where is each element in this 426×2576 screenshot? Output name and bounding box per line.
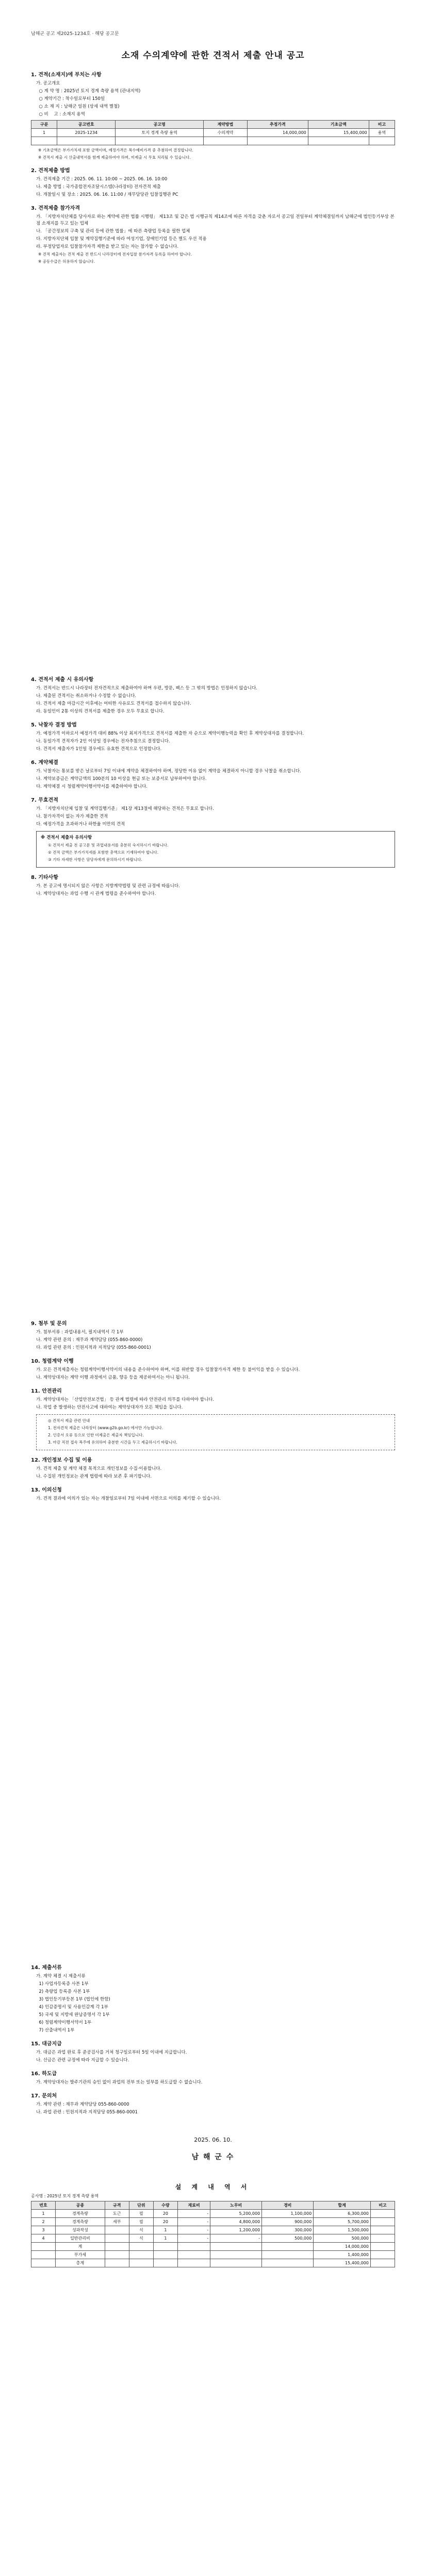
list-item: 다. 견적서 제출자가 1인일 경우에도 유효한 견적으로 인정합니다.: [36, 747, 162, 752]
table-cell: [262, 2259, 314, 2267]
section-6-heading: 6. 계약체결: [31, 760, 58, 766]
table-row: [31, 2218, 395, 2226]
section-11-list: [31, 1397, 395, 1411]
notice-date: 2025. 06. 10.: [194, 2137, 232, 2143]
table-cell: [370, 2234, 395, 2243]
table-cell: 5,200,000: [210, 2210, 262, 2218]
list-item: 2. 인증서 오류 등으로 인한 미제출은 제출자 책임입니다.: [48, 1433, 144, 1437]
list-item: 나. 참가자격이 없는 자가 제출한 견적: [36, 814, 108, 819]
table-cell: 14,000,000: [247, 129, 308, 137]
notice-title: 소재 수의계약에 관한 견적서 제출 안내 공고: [121, 50, 305, 61]
notice-box-lines: [41, 842, 390, 863]
list-item: 나. 제출된 견적서는 취소하거나 수정할 수 없습니다.: [36, 693, 137, 699]
column-header: 단위: [129, 2201, 153, 2210]
column-header: 구분: [31, 121, 57, 129]
section-13-heading: 13. 이의신청: [31, 1487, 62, 1493]
section-16-list: [31, 2079, 395, 2086]
table-cell: [210, 2251, 262, 2259]
contract-summary-table: [31, 120, 395, 145]
list-item: 나. 동일가격 견적자가 2인 이상일 경우에는 전자추첨으로 결정합니다.: [36, 739, 170, 744]
table-cell: 도근: [105, 2210, 129, 2218]
table-row: [31, 2259, 395, 2267]
table-header-row: [31, 121, 395, 129]
section-3-notes: [31, 251, 395, 265]
table-cell: [262, 2243, 314, 2251]
section-10-list: [31, 1367, 395, 1381]
table-cell: 경계측량: [56, 2210, 105, 2218]
section-11-heading: 11. 안전관리: [31, 1388, 62, 1394]
table-cell: 3: [31, 2226, 56, 2234]
section-13-list: [31, 1496, 395, 1502]
table-cell: [204, 137, 248, 145]
section-3-list: [31, 214, 395, 250]
table-cell: [129, 2243, 153, 2251]
list-item: 2) 측량업 등록증 사본 1부: [36, 1989, 90, 1994]
table-cell: [153, 2259, 177, 2267]
list-item: 나. 과업 관련 : 민원지적과 지적담당 055-860-0001: [36, 2110, 138, 2115]
table-cell: 4: [31, 2234, 56, 2243]
list-item: 1) 사업자등록증 사본 1부: [36, 1981, 89, 1987]
list-item: 가. 견적제출 기간 : 2025. 06. 11. 10:00 ~ 2025. 06. 16. 10:00: [36, 177, 168, 182]
list-item: 가. 대금은 과업 완료 후 준공검사를 거쳐 청구일로부터 5일 이내에 지급합니다.: [36, 2050, 187, 2055]
notice-box-title: ※ 견적서 제출자 유의사항: [41, 835, 92, 840]
table-cell: [177, 2259, 210, 2267]
list-item: ○ 계약기간 : 착수일로부터 150일: [36, 96, 105, 101]
table-cell: 수의계약: [204, 129, 248, 137]
list-item: 가. 견적 제출 및 계약 체결 목적으로 개인정보를 수집·이용합니다.: [36, 1466, 162, 1471]
section-8-list: [31, 883, 395, 897]
list-item: ② 견적 금액은 부가가치세를 포함한 총액으로 기재하여야 합니다.: [48, 850, 159, 855]
page-4: [31, 1937, 395, 2504]
section-14-heading: 14. 제출서류: [31, 1965, 62, 1971]
section-4-list: [31, 685, 395, 715]
column-header: 번호: [31, 2201, 56, 2210]
table-cell: [308, 137, 369, 145]
page-3: [31, 1288, 395, 1901]
section-8-heading: 8. 기타사항: [31, 875, 58, 880]
section-7-list: [31, 806, 395, 828]
table-cell: -: [177, 2210, 210, 2218]
list-item: 다. 계약체결 시 청렴계약이행서약서를 제출하여야 합니다.: [36, 784, 148, 789]
column-header: 추정가격: [247, 121, 308, 129]
table-cell: 1,500,000: [314, 2226, 371, 2234]
section-12-heading: 12. 개인정보 수집 및 이용: [31, 1458, 92, 1463]
list-item: 가. 견적 결과에 이의가 있는 자는 개찰일로부터 7일 이내에 서면으로 이의를 제기할 수 있습니다.: [36, 1496, 221, 1501]
section-6-list: [31, 768, 395, 790]
table-cell: 식: [129, 2234, 153, 2243]
list-item: 다. 개찰일시 및 장소 : 2025. 06. 16. 11:00 / 재무담당관 입찰집행관 PC: [36, 192, 178, 197]
list-item: 가. 견적서는 반드시 나라장터 전자견적으로 제출하여야 하며 우편, 방문, 팩스 등 그 밖의 방법은 인정하지 않습니다.: [36, 686, 258, 691]
section-1-notes: [31, 147, 395, 161]
section-9-list: [31, 1329, 395, 1351]
table-cell: 1: [153, 2234, 177, 2243]
table-cell: 용역: [369, 129, 395, 137]
table-cell: [116, 137, 204, 145]
table-cell: [105, 2226, 129, 2234]
issuer-signature: 남 해 군 수: [191, 2153, 235, 2161]
table-cell: 500,000: [262, 2234, 314, 2243]
list-item: ◎ 견적서 제출 관련 안내: [48, 1418, 90, 1423]
list-item: 가. 낙찰자는 통보를 받은 날로부터 7일 이내에 계약을 체결하여야 하며, 정당한 이유 없이 계약을 체결하지 아니할 경우 낙찰을 취소합니다.: [36, 769, 301, 774]
list-item: ○ 계 약 명 : 2025년 토지 경계 측량 용역 (관내지역): [36, 89, 141, 94]
table-cell: [370, 2251, 395, 2259]
list-item: 나. 계약상대자는 계약 이행 과정에서 금품, 향응 등을 제공하여서는 아니 됩니다.: [36, 1375, 190, 1380]
column-header: 비고: [369, 121, 395, 129]
table-cell: [31, 2243, 56, 2251]
list-item: 가. 본 공고에 명시되지 않은 사항은 지방계약법령 및 관련 규정에 따릅니다.: [36, 884, 180, 889]
table-cell: -: [177, 2226, 210, 2234]
section-10-heading: 10. 청렴계약 이행: [31, 1359, 74, 1364]
table-cell: 2: [31, 2218, 56, 2226]
doc-header: 남해군 공고 제2025-1234호 · 해당 공고문: [31, 31, 119, 37]
notice-box: [36, 831, 395, 868]
table-row: [31, 2251, 395, 2259]
guide-box-lines: [41, 1418, 390, 1446]
list-item: 가. 계약상대자는 「산업안전보건법」 등 관계 법령에 따라 안전관리 의무를 다하여야 합니다.: [36, 1397, 215, 1402]
list-item: 3) 법인등기부등본 1부 (법인에 한함): [36, 1997, 110, 2002]
list-item: 3. 마감 직전 접속 폭주에 유의하여 충분한 시간을 두고 제출하시기 바랍니다.: [48, 1440, 177, 1445]
list-item: ○ 비 고 : 소재지 용역: [36, 112, 85, 117]
table-cell: [177, 2251, 210, 2259]
column-header: 노무비: [210, 2201, 262, 2210]
section-17-list: [31, 2102, 395, 2116]
column-header: 기초금액: [308, 121, 369, 129]
table-cell: 4,800,000: [210, 2218, 262, 2226]
table-cell: [129, 2259, 153, 2267]
table-cell: [177, 2243, 210, 2251]
table-row: [31, 2243, 395, 2251]
list-item: 가. 「지방자치단체를 당사자로 하는 계약에 관한 법률 시행령」 제13조 및 같은 법 시행규칙 제14조에 따른 자격을 갖춘 자로서 공고일 전일부터 계약체결일까지 남해군에 법인등기부상 본점 소재지를 두고 있는 업체: [36, 214, 395, 226]
column-header: 합계: [314, 2201, 371, 2210]
table-cell: 20: [153, 2218, 177, 2226]
table-cell: 성과작성: [56, 2226, 105, 2234]
list-item: 가. 공고개요: [36, 81, 60, 86]
table-cell: [210, 2259, 262, 2267]
table-cell: 900,000: [262, 2218, 314, 2226]
column-header: 수량: [153, 2201, 177, 2210]
table-cell: 1: [31, 129, 57, 137]
column-header: 공고번호: [57, 121, 116, 129]
list-item: 4) 인감증명서 및 사용인감계 각 1부: [36, 2005, 108, 2010]
section-1-heading: 1. 견적(소재지)에 부치는 사항: [31, 72, 102, 78]
table-cell: [105, 2259, 129, 2267]
list-item: 나. 제출 방법 : 국가종합전자조달시스템(나라장터) 전자견적 제출: [36, 184, 161, 190]
table-row: [31, 2210, 395, 2218]
table-cell: 500,000: [314, 2234, 371, 2243]
table-cell: 토지 경계 측량 용역: [116, 129, 204, 137]
column-header: 공고명: [116, 121, 204, 129]
table-cell: [105, 2234, 129, 2243]
table-cell: [262, 2251, 314, 2259]
table-cell: 1: [153, 2226, 177, 2234]
list-item: ※ 견적 제출자는 견적 제출 전 반드시 나라장터에 전자입찰 참가자격 등록을 하여야 합니다.: [38, 252, 192, 257]
list-item: 라. 부정당업자로 입찰참가자격 제한을 받고 있는 자는 참가할 수 없습니다.: [36, 244, 179, 249]
table-cell: 계: [56, 2243, 105, 2251]
table-cell: [105, 2251, 129, 2259]
section-15-list: [31, 2049, 395, 2064]
page-1: [31, 0, 395, 613]
table-cell: [31, 2259, 56, 2267]
section-15-heading: 15. 대금지급: [31, 2041, 62, 2047]
list-item: ○ 소 재 지 : 남해군 일원 (상세 내역 별첨): [36, 104, 120, 109]
list-item: ※ 견적서 제출 시 산출내역서를 함께 제출하여야 하며, 미제출 시 무효 처리될 수 있습니다.: [38, 155, 191, 160]
list-item: 5) 국세 및 지방세 완납증명서 각 1부: [36, 2012, 110, 2018]
list-item: 다. 견적서 제출 마감시간 이후에는 어떠한 사유로도 견적서를 접수하지 않습니다.: [36, 701, 191, 706]
table-cell: 1,200,000: [210, 2226, 262, 2234]
list-item: 라. 동일인이 2통 이상의 견적서를 제출한 경우 모두 무효로 합니다.: [36, 709, 165, 714]
list-item: 나. 계약보증금은 계약금액의 100분의 10 이상을 현금 또는 보증서로 납부하여야 합니다.: [36, 776, 207, 782]
table-cell: 부가세: [56, 2251, 105, 2259]
table-cell: [31, 137, 57, 145]
list-item: 나. 작업 중 발생하는 안전사고에 대하여는 계약상대자가 모든 책임을 집니다.: [36, 1405, 183, 1410]
table-cell: 14,000,000: [314, 2243, 371, 2251]
table-cell: [370, 2218, 395, 2226]
section-9-heading: 9. 첨부 및 문의: [31, 1321, 67, 1327]
section-2-list: [31, 176, 395, 198]
table-cell: [129, 2251, 153, 2259]
column-header: 공종: [56, 2201, 105, 2210]
page-2: [31, 644, 395, 1257]
section-5-list: [31, 731, 395, 753]
table-cell: 경계측량: [56, 2218, 105, 2226]
column-header: 계약방법: [204, 121, 248, 129]
table-cell: 필: [129, 2210, 153, 2218]
list-item: ※ 기초금액은 부가가치세 포함 금액이며, 예정가격은 복수예비가격 중 추첨하여 결정합니다.: [38, 148, 193, 152]
table-cell: [247, 137, 308, 145]
list-item: 나. 「공간정보의 구축 및 관리 등에 관한 법률」에 따른 측량업 등록을 필한 업체: [36, 229, 190, 234]
table-cell: 필: [129, 2218, 153, 2226]
column-header: 경비: [262, 2201, 314, 2210]
list-item: ① 견적서 제출 전 공고문 및 과업내용서를 충분히 숙지하시기 바랍니다.: [48, 843, 169, 848]
table-cell: [57, 137, 116, 145]
section-5-heading: 5. 낙찰자 결정 방법: [31, 722, 77, 728]
estimate-table: [31, 2201, 395, 2267]
list-item: 가. 계약상대자는 발주기관의 승인 없이 과업의 전부 또는 일부를 하도급할 수 없습니다.: [36, 2080, 203, 2085]
table-row: [31, 137, 395, 145]
table-cell: [105, 2243, 129, 2251]
table-cell: [370, 2210, 395, 2218]
table-cell: [31, 2251, 56, 2259]
table-cell: [369, 137, 395, 145]
column-header: 비고: [370, 2201, 395, 2210]
estimate-title: 설 계 내 역 서: [175, 2183, 251, 2191]
table-cell: 300,000: [262, 2226, 314, 2234]
list-item: 다. 예정가격을 초과하거나 하한율 미만의 견적: [36, 822, 125, 827]
column-header: 규격: [105, 2201, 129, 2210]
section-12-list: [31, 1466, 395, 1480]
table-cell: 1,100,000: [262, 2210, 314, 2218]
section-4-heading: 4. 견적서 제출 시 유의사항: [31, 677, 94, 683]
table-cell: 6,300,000: [314, 2210, 371, 2218]
estimate-subtitle: 공사명 : 2025년 토지 경계 측량 용역: [31, 2194, 99, 2198]
guide-box: [36, 1414, 395, 1450]
list-item: 다. 과업 관련 문의 : 민원지적과 지적담당 (055-860-0001): [36, 1345, 151, 1350]
table-row: [31, 2226, 395, 2234]
table-cell: [210, 2243, 262, 2251]
section-1-list: [31, 80, 395, 118]
section-2-heading: 2. 견적제출 방법: [31, 168, 70, 174]
table-cell: 총계: [56, 2259, 105, 2267]
list-item: 가. 첨부서류 : 과업내용서, 필지내역서 각 1부: [36, 1330, 124, 1335]
table-cell: [370, 2226, 395, 2234]
table-cell: 1,400,000: [314, 2251, 371, 2259]
table-cell: 일반관리비: [56, 2234, 105, 2243]
table-cell: -: [210, 2234, 262, 2243]
list-item: 가. 모든 견적제출자는 청렴계약이행서약서의 내용을 준수하여야 하며, 이를 위반할 경우 입찰참가자격 제한 등 불이익을 받을 수 있습니다.: [36, 1367, 300, 1372]
section-16-heading: 16. 하도급: [31, 2071, 57, 2077]
list-item: 나. 계약상대자는 과업 수행 시 관계 법령을 준수하여야 합니다.: [36, 891, 156, 896]
table-cell: [370, 2243, 395, 2251]
table-cell: -: [177, 2218, 210, 2226]
table-row: [31, 2234, 395, 2243]
list-item: 가. 「지방자치단체 입찰 및 계약집행기준」 제1장 제13절에 해당하는 견적은 무효로 합니다.: [36, 806, 214, 811]
section-17-heading: 17. 문의처: [31, 2093, 57, 2099]
list-item: 가. 계약 체결 시 제출서류: [36, 1974, 86, 1979]
table-row: [31, 129, 395, 137]
list-item: ※ 공동수급은 허용하지 않습니다.: [38, 259, 95, 264]
list-item: 나. 수집된 개인정보는 관계 법령에 따라 보존 후 파기합니다.: [36, 1474, 152, 1479]
table-header-row: [31, 2201, 395, 2210]
table-cell: 15,400,000: [308, 129, 369, 137]
column-header: 재료비: [177, 2201, 210, 2210]
table-cell: [153, 2243, 177, 2251]
list-item: 6) 청렴계약이행서약서 1부: [36, 2020, 92, 2025]
table-cell: [153, 2251, 177, 2259]
table-cell: 식: [129, 2226, 153, 2234]
list-item: 가. 예정가격 이하로서 예정가격 대비 88% 이상 최저가격으로 견적서를 제출한 자 순으로 계약이행능력을 확인 후 계약상대자를 결정합니다.: [36, 731, 304, 736]
list-item: 1. 전자견적 제출은 나라장터 (www.g2b.go.kr) 에서만 가능합니다.: [48, 1426, 163, 1430]
table-cell: 세부: [105, 2218, 129, 2226]
list-item: 다. 지방자치단체 입찰 및 계약집행기준에 따라 여성기업, 장애인기업 등은 별도 우선 적용: [36, 236, 207, 242]
table-cell: [370, 2259, 395, 2267]
table-cell: 15,400,000: [314, 2259, 371, 2267]
table-cell: 1: [31, 2210, 56, 2218]
list-item: ③ 기타 자세한 사항은 담당자에게 문의하시기 바랍니다.: [48, 857, 142, 862]
section-7-heading: 7. 무효견적: [31, 798, 58, 803]
table-cell: 5,700,000: [314, 2218, 371, 2226]
list-item: 나. 선금은 관련 규정에 따라 지급할 수 있습니다.: [36, 2058, 129, 2063]
list-item: 가. 계약 관련 : 재무과 계약담당 055-860-0000: [36, 2102, 129, 2107]
list-item: 7) 산출내역서 1부: [36, 2028, 75, 2033]
list-item: 나. 계약 관련 문의 : 재무과 계약담당 (055-860-0000): [36, 1337, 143, 1343]
table-cell: 20: [153, 2210, 177, 2218]
table-cell: -: [177, 2234, 210, 2243]
table-cell: 2025-1234: [57, 129, 116, 137]
section-14-list: [31, 1973, 395, 2034]
section-3-heading: 3. 견적제출 참가자격: [31, 206, 80, 211]
